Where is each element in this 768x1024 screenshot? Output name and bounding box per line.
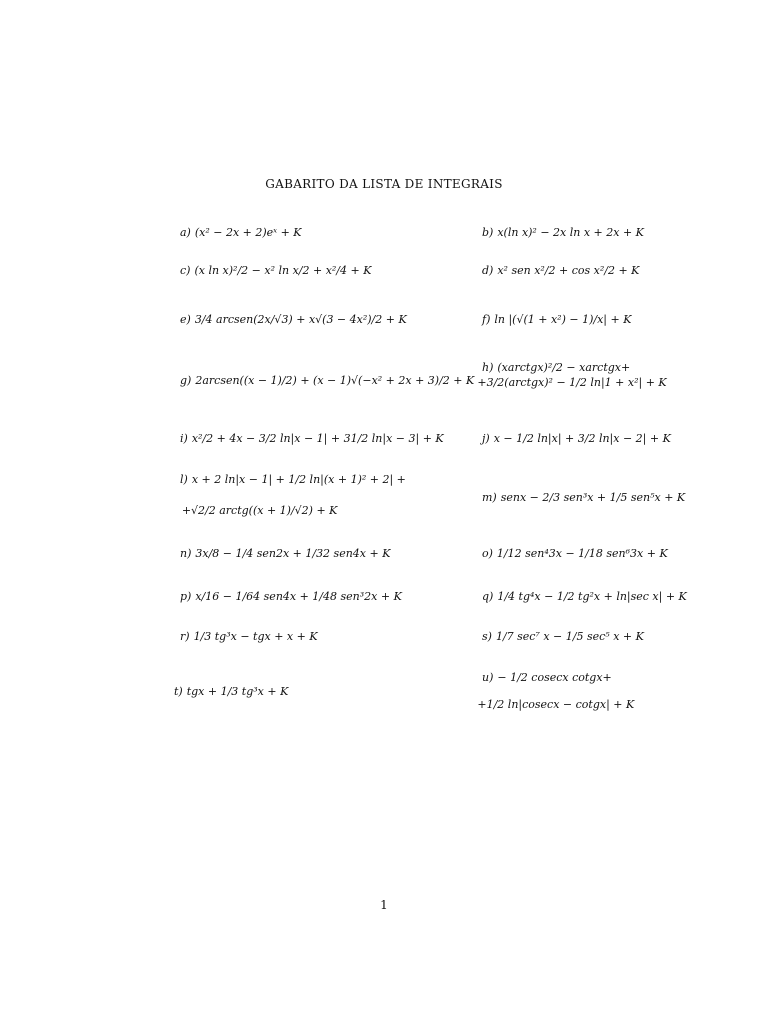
- answer-t: [174, 686, 288, 697]
- page-title: GABARITO DA LISTA DE INTEGRAIS: [265, 177, 503, 191]
- answer-expression: x(ln x)² − 2x ln x + 2x + K: [497, 226, 644, 239]
- answer-expression: 1/12 sen⁴3x − 1/18 sen⁶3x + K: [496, 547, 668, 560]
- answer-expression: tgx + 1/3 tg³x + K: [186, 685, 289, 698]
- page-number: 1: [380, 898, 388, 912]
- answer-label: i): [180, 432, 188, 445]
- answer-label: a): [180, 226, 191, 239]
- answer-o: [482, 548, 668, 559]
- answer-expression: 1/4 tg⁴x − 1/2 tg²x + ln|sec x| + K: [497, 590, 687, 603]
- answer-h: [477, 361, 667, 389]
- answer-expression: x/16 − 1/64 sen4x + 1/48 sen³2x + K: [195, 590, 402, 603]
- answer-expression-line2: +1/2 ln|cosecx − cotgx| + K: [477, 698, 635, 711]
- answer-label: t): [174, 685, 183, 698]
- answer-m: [482, 492, 685, 503]
- answer-c: [180, 265, 371, 276]
- answer-label: l): [180, 473, 188, 486]
- answer-label: b): [482, 226, 494, 239]
- answer-label: e): [180, 313, 191, 326]
- answer-f: [482, 314, 631, 325]
- answer-j: [482, 433, 671, 444]
- answer-expression-line2: +√2/2 arctg((x + 1)/√2) + K: [181, 504, 338, 517]
- answer-l: [180, 474, 406, 516]
- answer-expression-line2: +3/2(arctgx)² − 1/2 ln|1 + x²| + K: [477, 376, 667, 389]
- answer-expression-line1: − 1/2 cosecx cotgx+: [497, 671, 612, 684]
- answer-expression: x² sen x²/2 + cos x²/2 + K: [497, 264, 640, 277]
- answer-expression-line1: x + 2 ln|x − 1| + 1/2 ln|(x + 1)² + 2| +: [191, 473, 406, 486]
- answer-label: o): [482, 547, 493, 560]
- answer-label: j): [482, 432, 490, 445]
- answer-expression: 1/3 tg³x − tgx + x + K: [193, 630, 318, 643]
- answer-i: [180, 433, 444, 444]
- answer-label: n): [180, 547, 192, 560]
- answer-expression: 1/7 sec⁷ x − 1/5 sec⁵ x + K: [495, 630, 644, 643]
- answer-d: [482, 265, 639, 276]
- answer-g: [180, 375, 474, 386]
- answer-u: [477, 671, 635, 711]
- answer-expression: x²/2 + 4x − 3/2 ln|x − 1| + 31/2 ln|x − 3| + K: [191, 432, 444, 445]
- answer-expression: senx − 2/3 sen³x + 1/5 sen⁵x + K: [500, 491, 686, 504]
- answer-expression-line1: (xarctgx)²/2 − xarctgx+: [497, 361, 631, 374]
- answer-p: [180, 591, 402, 602]
- answer-label: p): [180, 590, 192, 603]
- answer-s: [482, 631, 644, 642]
- answer-label: s): [482, 630, 492, 643]
- answer-label: q): [482, 590, 494, 603]
- answer-expression: 3x/8 − 1/4 sen2x + 1/32 sen4x + K: [195, 547, 391, 560]
- answer-label: g): [180, 374, 192, 387]
- answer-a: [180, 227, 302, 238]
- answer-expression: (x² − 2x + 2)eˣ + K: [194, 226, 302, 239]
- answer-n: [180, 548, 390, 559]
- answer-label: r): [180, 630, 190, 643]
- answer-expression: ln |(√(1 + x²) − 1)/x| + K: [494, 313, 632, 326]
- answer-label: d): [482, 264, 494, 277]
- answer-label: f): [482, 313, 491, 326]
- answer-expression: 3/4 arcsen(2x/√3) + x√(3 − 4x²)/2 + K: [194, 313, 407, 326]
- answer-e: [180, 314, 407, 325]
- answer-label: m): [482, 491, 497, 504]
- answer-q: [482, 591, 687, 602]
- answer-expression: 2arcsen((x − 1)/2) + (x − 1)√(−x² + 2x + 3)/2 + K: [195, 374, 475, 387]
- answer-expression: (x ln x)²/2 − x² ln x/2 + x²/4 + K: [194, 264, 372, 277]
- answer-label: h): [482, 361, 494, 374]
- answer-label: u): [482, 671, 494, 684]
- answer-expression: x − 1/2 ln|x| + 3/2 ln|x − 2| + K: [493, 432, 671, 445]
- answer-label: c): [180, 264, 191, 277]
- answer-r: [180, 631, 318, 642]
- answer-b: [482, 227, 644, 238]
